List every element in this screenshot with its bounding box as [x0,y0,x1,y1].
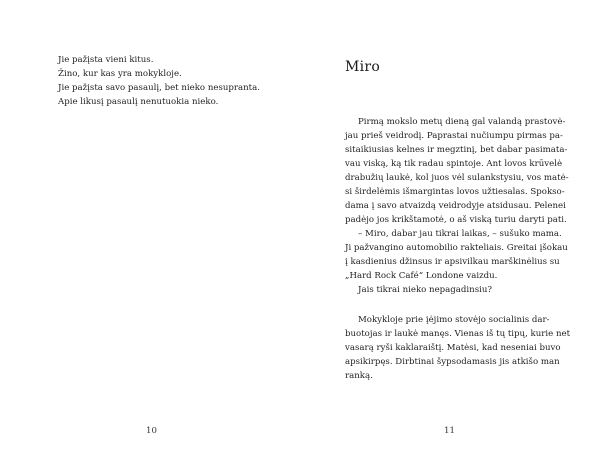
para2-line-4: apsikirpęs. Dirbtinai šypsodamasis jis atkišo man [345,357,560,367]
para1-line-4: vau viską, ką tik radau spintoje. Ant lovos krūvelė [345,159,563,169]
right-page-number: 11 [444,426,455,436]
para2-line-3: vasarą ryši kaklaraištį. Matėsi, kad neseniai buvo [345,343,561,353]
para2-line-5: ranką. [345,371,373,381]
para1-line-13: Jais tikrai nieko nepagadinsiu? [358,285,493,295]
para2-line-2: buotojas ir laukė manęs. Vienas iš tų tipų, kurie net [345,329,571,339]
left-line-4: Apie likusį pasaulį nenutuokia nieko. [58,97,219,107]
para1-line-12: „Hard Rock Café“ Londone vaizdu. [345,271,498,281]
left-line-1: Jie pažįsta vieni kitus. [58,55,154,65]
para1-line-11: į kasdienius džinsus ir apsivilkau marškinėlius su [345,257,560,267]
para1-line-1: Pirmą mokslo metų dieną gal valandą prastovė- [358,117,566,127]
para1-line-10: Ji pažvangino automobilio rakteliais. Greitai įšokau [345,243,568,253]
para1-line-2: jau prieš veidrodį. Paprastai nučiumpu pirmas pa- [345,131,563,141]
para1-line-5: drabužių laukė, kol juos vėl sulankstysiu, vos matė- [345,173,569,183]
left-page-number: 10 [146,426,157,436]
para2-line-1: Mokykloje prie įėjimo stovėjo socialinis dar- [358,315,550,325]
para1-line-8: padėjo jos krikštamotė, o aš viską turiu daryti pati. [345,215,567,225]
para1-line-9: – Miro, dabar jau tikrai laikas, – sušuko mama. [358,229,562,239]
left-line-3: Jie pažįsta savo pasaulį, bet nieko nesupranta. [58,83,260,93]
para1-line-7: dama į savo atvaizdą veidrodyje atsidusau. Pelenei [345,201,566,211]
left-line-2: Žino, kur kas yra mokykloje. [58,69,182,79]
chapter-title: Miro [345,59,381,75]
para1-line-3: sitaikiusias kelnes ir megztinį, bet dabar pasimata- [345,145,568,155]
para1-line-6: si širdelėmis išmargintas lovos užtiesalas. Spokso- [345,187,565,197]
